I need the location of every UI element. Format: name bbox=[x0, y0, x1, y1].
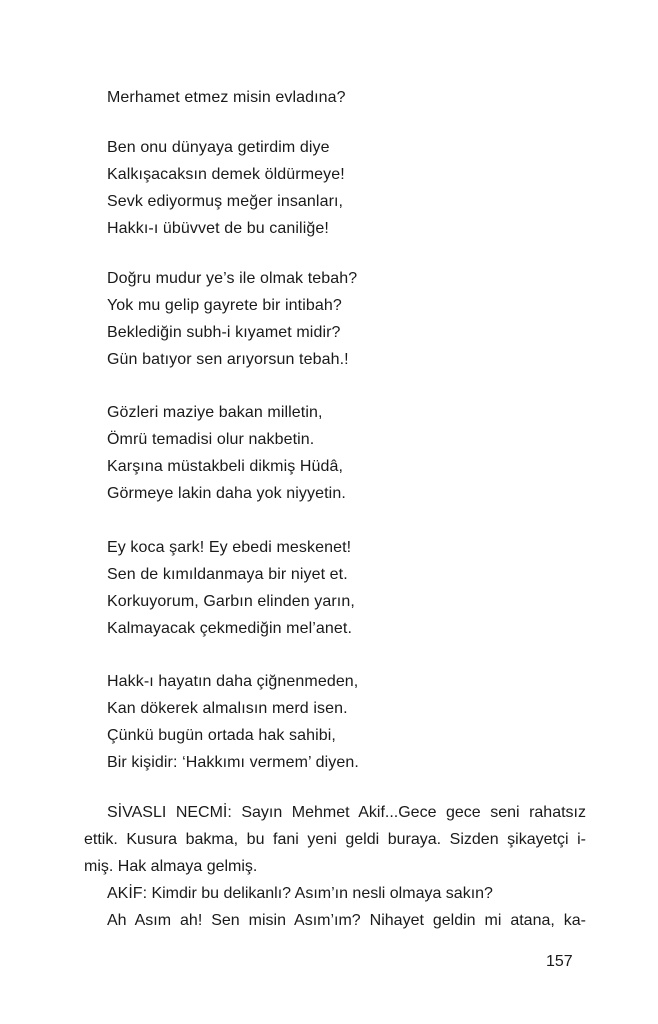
poem-line: Beklediğin subh-i kıyamet midir? bbox=[107, 324, 341, 341]
poem-line: Bir kişidir: ‘Hakkımı vermem’ diyen. bbox=[107, 754, 359, 771]
page-number: 157 bbox=[546, 953, 573, 970]
poem-line: Kan dökerek almalısın merd isen. bbox=[107, 700, 348, 717]
poem-line: Sen de kımıldanmaya bir niyet et. bbox=[107, 566, 348, 583]
dialogue-line: AKİF: Kimdir bu delikanlı? Asım’ın nesli olmaya sakın? bbox=[107, 885, 493, 902]
poem-line: Ey koca şark! Ey ebedi meskenet! bbox=[107, 539, 352, 556]
poem-line: Merhamet etmez misin evladına? bbox=[107, 89, 346, 106]
poem-line: Ömrü temadisi olur nakbetin. bbox=[107, 431, 315, 448]
poem-stanza bbox=[107, 265, 357, 373]
dialogue-line: SİVASLI NECMİ: Sayın Mehmet Akif...Gece gece seni rahatsız bbox=[107, 804, 586, 821]
dialogue-line: ettik. Kusura bakma, bu fani yeni geldi buraya. Sizden şikayetçi i- bbox=[84, 831, 586, 848]
poem-line: Karşına müstakbeli dikmiş Hüdâ, bbox=[107, 458, 344, 475]
poem-line: Ben onu dünyaya getirdim diye bbox=[107, 139, 330, 156]
poem-stanza bbox=[107, 534, 355, 642]
dialogue-line: miş. Hak almaya gelmiş. bbox=[84, 858, 258, 875]
poem-line: Görmeye lakin daha yok niyyetin. bbox=[107, 485, 346, 502]
dialogue-block bbox=[84, 799, 586, 934]
poem-line: Yok mu gelip gayrete bir intibah? bbox=[107, 297, 342, 314]
poem-line: Gözleri maziye bakan milletin, bbox=[107, 404, 323, 421]
poem-stanza bbox=[107, 399, 346, 507]
poem-line: Çünkü bugün ortada hak sahibi, bbox=[107, 727, 336, 744]
dialogue-line: Ah Asım ah! Sen misin Asım’ım? Nihayet geldin mi atana, ka- bbox=[107, 912, 586, 929]
poem-line: Korkuyorum, Garbın elinden yarın, bbox=[107, 593, 355, 610]
poem-line: Kalkışacaksın demek öldürmeye! bbox=[107, 166, 345, 183]
poem-stanza bbox=[107, 134, 345, 242]
poem-stanza bbox=[107, 84, 346, 111]
poem-line: Hakk-ı hayatın daha çiğnenmeden, bbox=[107, 673, 359, 690]
poem-stanza bbox=[107, 668, 359, 776]
poem-line: Kalmayacak çekmediğin mel’anet. bbox=[107, 620, 352, 637]
poem-line: Doğru mudur ye’s ile olmak tebah? bbox=[107, 270, 358, 287]
poem-line: Hakkı-ı übüvvet de bu caniliğe! bbox=[107, 220, 329, 237]
poem-line: Gün batıyor sen arıyorsun tebah.! bbox=[107, 351, 349, 368]
poem-line: Sevk ediyormuş meğer insanları, bbox=[107, 193, 344, 210]
